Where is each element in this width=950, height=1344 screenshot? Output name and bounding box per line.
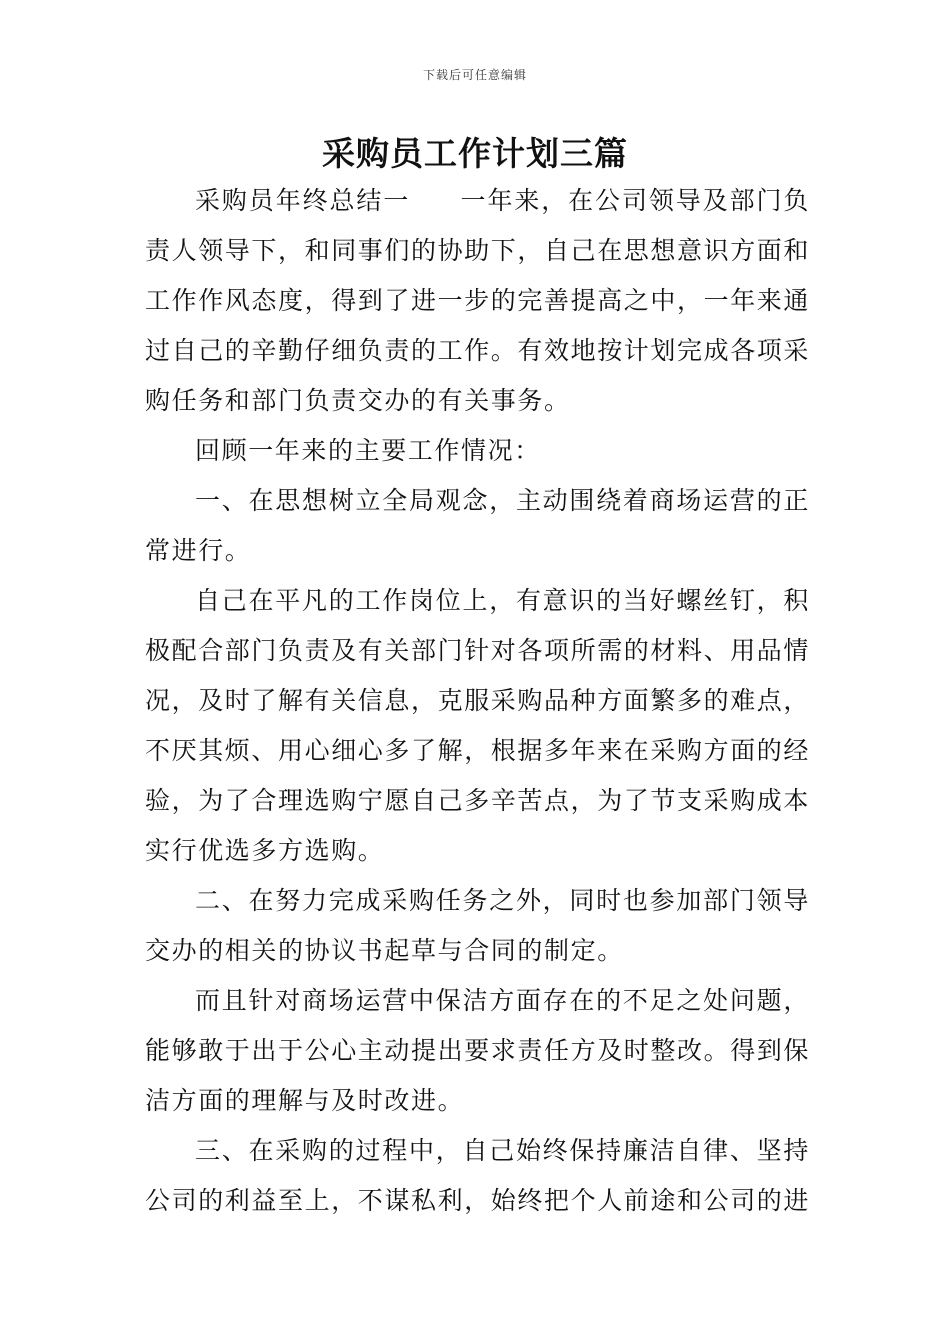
paragraph-section-1-detail: 自己在平凡的工作岗位上，有意识的当好螺丝钉，积极配合部门负责及有关部门针对各项所需的材料、用品情况，及时了解有关信息，克服采购品种方面繁多的难点，不厌其烦、用心细心多了解，根据多年来在采购方面的经验，为了合理选购宁愿自己多辛苦点，为了节支采购成本实行优选多方选购。 xyxy=(145,586,811,865)
paragraph-review: 回顾一年来的主要工作情况： xyxy=(195,436,541,465)
intro-paragraph xyxy=(145,176,810,426)
paragraph-section-2: 二、在努力完成采购任务之外，同时也参加部门领导交办的相关的协议书起草与合同的制定。 xyxy=(145,886,810,965)
paragraph-section-3: 三、在采购的过程中，自己始终保持廉洁自律、坚持公司的利益至上，不谋私利，始终把个人前途和公司的进 xyxy=(145,1136,811,1215)
header-note: 下载后可任意编辑 xyxy=(422,68,527,82)
intro-text: 一年来，在公司领导及部门负责人领导下，和同事们的协助下，自己在思想意识方面和工作作风态度，得到了进一步的完善提高之中，一年来通过自己的辛勤仔细负责的工作。有效地按计划完成各项采购任务和部门负责交办的有关事务。 xyxy=(145,186,811,415)
paragraph-section-2-detail: 而且针对商场运营中保洁方面存在的不足之处问题，能够敢于出于公心主动提出要求责任方及时整改。得到保洁方面的理解与及时改进。 xyxy=(145,986,811,1115)
intro-lead: 采购员年终总结一 xyxy=(195,186,411,215)
paragraph-section-1: 一、在思想树立全局观念，主动围绕着商场运营的正常进行。 xyxy=(145,486,810,565)
document-title: 采购员工作计划三篇 xyxy=(322,134,628,173)
document-body xyxy=(145,176,810,1226)
